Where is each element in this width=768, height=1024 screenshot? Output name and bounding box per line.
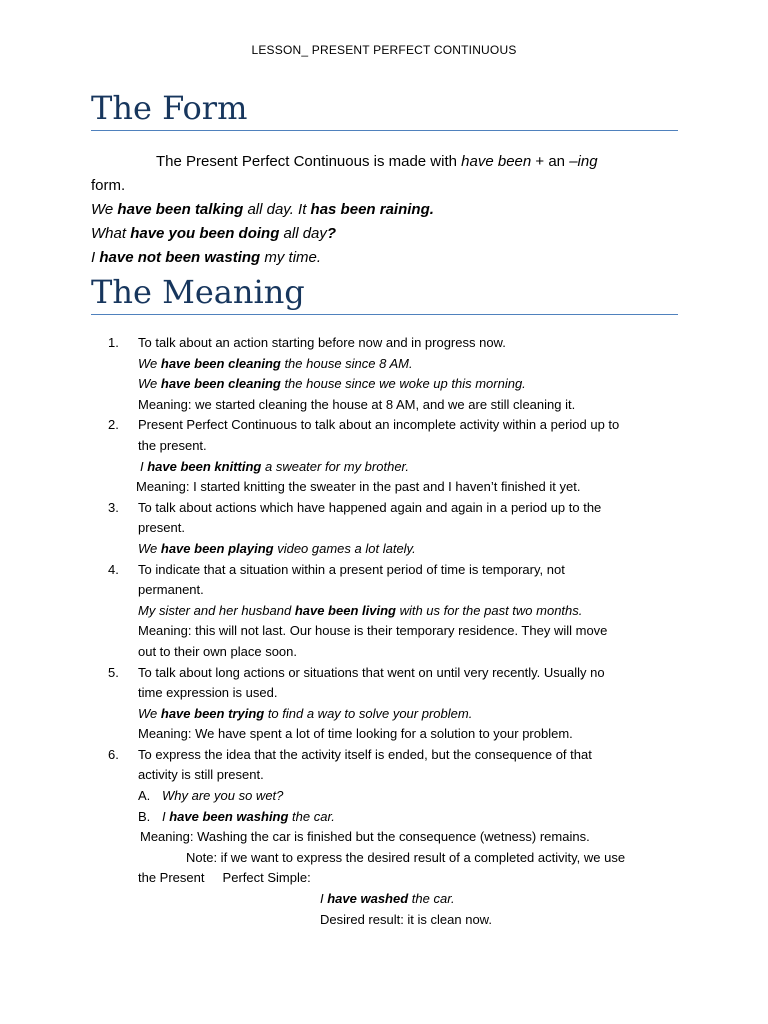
list-item: 2. Present Perfect Continuous to talk about an incomplete activity within a period up to <box>108 417 620 433</box>
page-header: LESSON_ PRESENT PERFECT CONTINUOUS <box>251 43 517 57</box>
form-example-3: I have not been wasting my time. <box>91 249 322 266</box>
list-item: 5. To talk about long actions or situations that went on until very recently. Usually no <box>108 664 605 680</box>
example: We have been trying to find a way to solve your problem. <box>138 705 473 721</box>
meaning-heading: The Meaning <box>91 272 678 315</box>
form-example-2: What have you been doing all day? <box>91 225 337 242</box>
dialogue-a: A. Why are you so wet? <box>138 788 284 804</box>
example: I have been knitting a sweater for my brother. <box>140 458 410 474</box>
example: I have washed the car. <box>320 891 455 907</box>
list-item: 1. To talk about an action starting before now and in progress now. <box>108 335 506 350</box>
list-item: 4. To indicate that a situation within a present period of time is temporary, not <box>108 561 565 577</box>
grammar-note: Note: if we want to express the desired result of a completed activity, we use <box>186 849 626 865</box>
form-intro-cont: form. <box>91 177 126 194</box>
dialogue-b: B. I have been washing the car. <box>138 808 335 824</box>
example: My sister and her husband have been living with us for the past two months. <box>138 602 583 618</box>
list-item: 3. To talk about actions which have happened again and again in a period up to the <box>108 499 602 515</box>
meaning-note: Meaning: we started cleaning the house at 8 AM, and we are still cleaning it. <box>138 396 576 412</box>
form-intro: The Present Perfect Continuous is made with have been + an –ing <box>156 153 598 170</box>
example: We have been playing video games a lot lately. <box>138 540 416 556</box>
list-item: 6. To express the idea that the activity itself is ended, but the consequence of that <box>108 746 592 762</box>
form-heading: The Form <box>91 88 678 131</box>
meaning-list: 1. To talk about an action starting before now and in progress now. We have been cleaning the house since 8 AM. We have been cleaning the house since we woke up this morning. Meaning: we started cleaning the house at 8 AM, and we are still cleaning it. 2. Present Perfect Continuous to talk about an incomplete activity within a period up to the present. I have been knitting a sweater for my brother. Meaning: I started knitting the sweater in the past and I haven’t finished it yet. 3. To talk about actions which have happened again and again in a period up to the present. We have been playing video games a lot lately. 4. To indicate that a situation within a present period of time is temporary, not permanent. My sister and her husband have been living with us for the past two months. Meaning: this will not last. Our house is their temporary residence. They will move out to their own place soon. 5. To talk about long actions or situations that went on until very recently. Usually no time expression is used. We have been trying to find a way to solve your problem. Meaning: We have spent a lot of time looking for a solution to your problem. 6. To express the idea that the activity itself is ended, but the consequence of that activity is still present. A. Why are you so wet? B. I have been washing the car. Meaning: Washing the car is finished but the consequence (wetness) remains. Note: if we want to express the desired result of a completed activity, we use the Present Perfect Simple: I have washed the car. Desired result: it is clean now. <box>108 333 683 930</box>
meaning-note: Meaning: this will not last. Our house is their temporary residence. They will move <box>138 623 608 639</box>
form-section <box>91 150 681 270</box>
result-note: Desired result: it is clean now. <box>320 911 492 927</box>
meaning-note: Meaning: I started knitting the sweater in the past and I haven’t finished it yet. <box>136 479 581 495</box>
form-example-1: We have been talking all day. It has been raining. <box>91 201 434 218</box>
example: We have been cleaning the house since 8 AM. <box>138 355 413 371</box>
example: We have been cleaning the house since we woke up this morning. <box>138 376 526 392</box>
meaning-note: Meaning: Washing the car is finished but the consequence (wetness) remains. <box>140 829 590 845</box>
meaning-note: Meaning: We have spent a lot of time looking for a solution to your problem. <box>138 726 573 742</box>
